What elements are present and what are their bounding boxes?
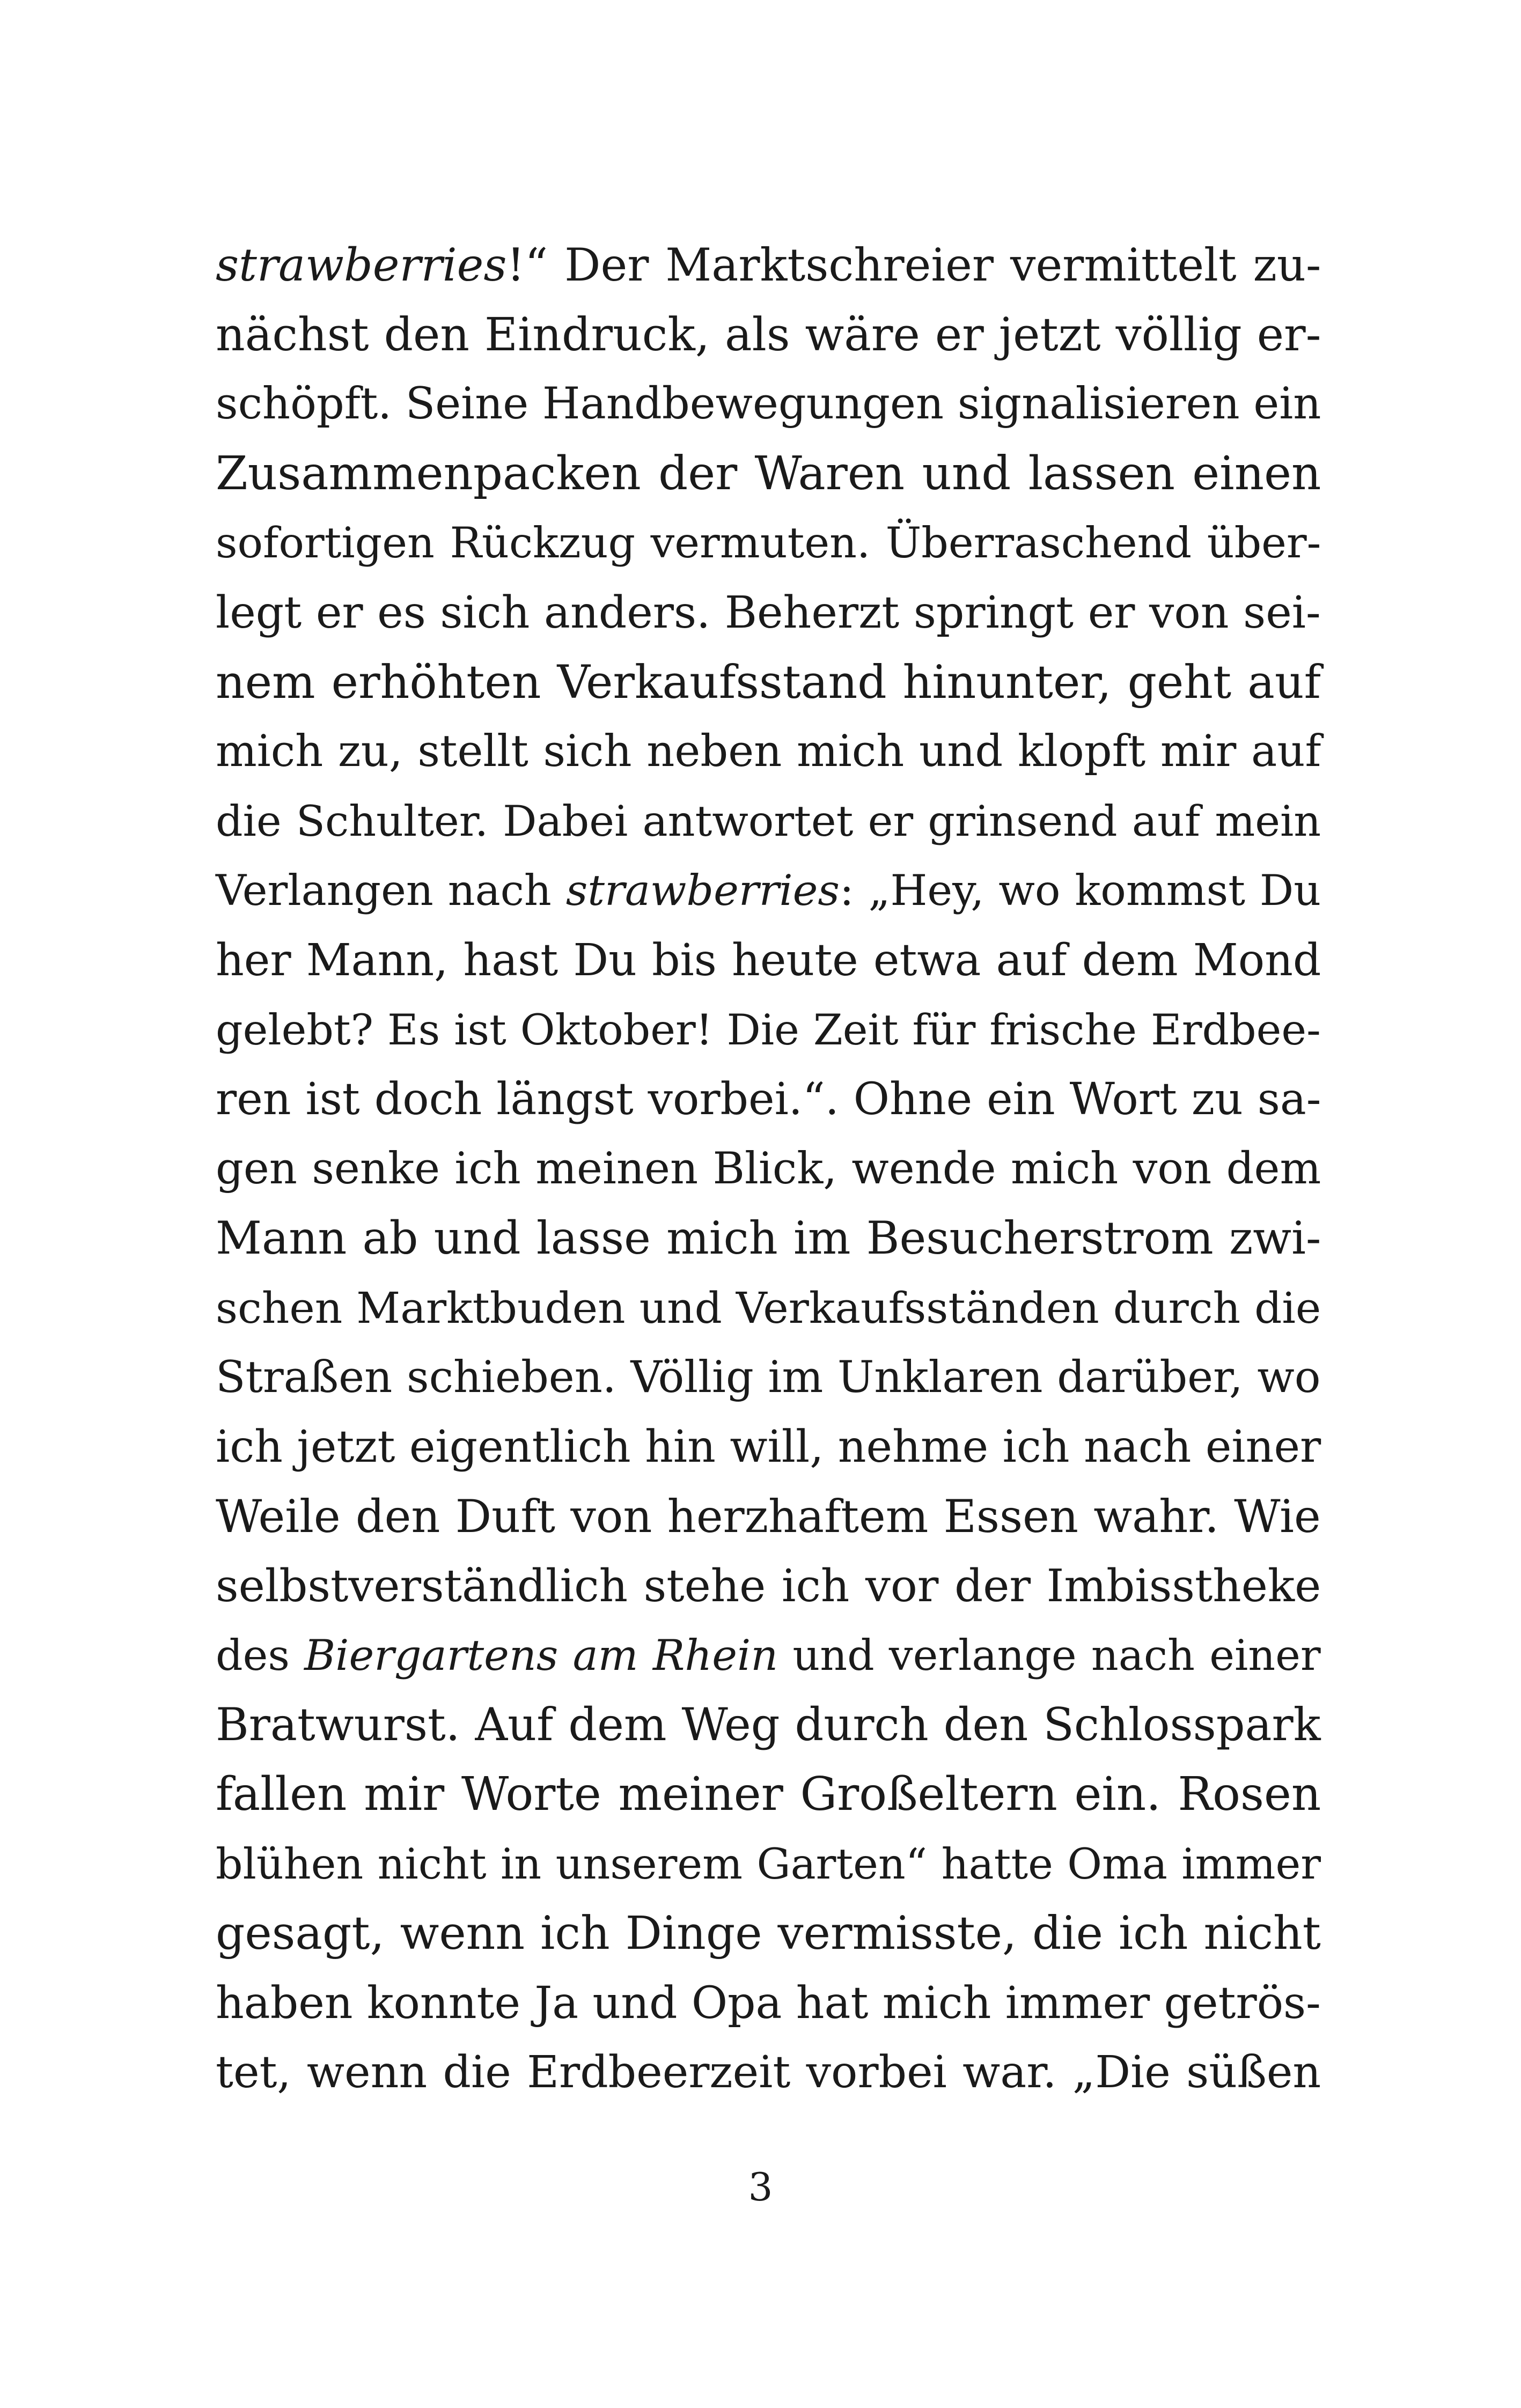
text-line [216, 926, 1321, 996]
text-segment: die Schulter. Dabei antwortet er grinsend auf mein [216, 796, 1321, 846]
text-line [216, 1830, 1321, 1899]
italic-text: strawberries [565, 866, 840, 916]
text-segment: gelebt? Es ist Oktober! Die Zeit für frische Erdbee- [216, 1005, 1321, 1055]
text-segment: Bratwurst. Auf dem Weg durch den Schlosspark [216, 1698, 1321, 1751]
text-segment: schöpft. Seine Handbewegungen signalisieren ein [216, 379, 1321, 430]
text-segment: !“ Der Marktschreier vermittelt zu- [506, 239, 1321, 291]
text-line [216, 996, 1321, 1065]
text-segment: ren ist doch längst vorbei.“. Ohne ein Wort zu sa- [216, 1074, 1321, 1125]
text-line [216, 1969, 1321, 2038]
text-line [216, 1482, 1321, 1552]
text-line [216, 1621, 1321, 1691]
text-line [216, 439, 1321, 509]
text-segment: Mann ab und lasse mich im Besucherstrom zwi- [216, 1212, 1321, 1265]
text-segment: und verlange nach einer [778, 1630, 1321, 1680]
text-line [216, 1273, 1321, 1343]
text-line [216, 1690, 1321, 1760]
italic-text: Biergartens am Rhein [304, 1630, 778, 1680]
italic-text: strawberries [216, 239, 507, 291]
text-line [216, 578, 1321, 648]
text-segment: schen Marktbuden und Verkaufsständen durch die [216, 1283, 1321, 1333]
text-segment: fallen mir Worte meiner Großeltern ein. Rosen [216, 1768, 1321, 1822]
text-segment: selbstverständlich stehe ich vor der Imbisstheke [216, 1560, 1321, 1612]
text-line [216, 717, 1321, 787]
text-line [216, 1065, 1321, 1135]
text-line [216, 300, 1321, 370]
text-segment: Zusammenpacken der Waren und lassen einen [216, 446, 1321, 500]
text-line [216, 1551, 1321, 1621]
text-line [216, 1135, 1321, 1204]
text-segment: ich jetzt eigentlich hin will, nehme ich nach einer [216, 1422, 1321, 1473]
text-segment: mich zu, stellt sich neben mich und klopft mir auf [216, 726, 1321, 777]
text-segment: Weile den Duft von herzhaftem Essen wahr. Wie [216, 1490, 1321, 1543]
text-line [216, 1204, 1321, 1273]
text-line [216, 856, 1321, 926]
text-segment: tet, wenn die Erdbeerzeit vorbei war. „Die süßen [216, 2047, 1321, 2098]
text-segment: haben konnte Ja und Opa hat mich immer getrös- [216, 1977, 1321, 2029]
text-segment: Straßen schieben. Völlig im Unklaren darüber, wo [216, 1352, 1321, 1403]
text-segment: des [216, 1630, 305, 1680]
text-segment: gen senke ich meinen Blick, wende mich von dem [216, 1143, 1321, 1194]
text-line [216, 2038, 1321, 2108]
text-segment: blühen nicht in unserem Garten“ hatte Oma immer [216, 1839, 1321, 1889]
text-line [216, 648, 1321, 718]
text-line [216, 231, 1321, 300]
text-segment: nächst den Eindruck, als wäre er jetzt völlig er- [216, 308, 1321, 362]
text-line [216, 787, 1321, 857]
text-segment: sofortigen Rückzug vermuten. Überraschend über- [216, 518, 1321, 568]
text-segment: legt er es sich anders. Beherzt springt er von sei- [216, 587, 1321, 638]
text-line [216, 1412, 1321, 1482]
page-number: 3 [748, 2164, 773, 2210]
text-line [216, 1899, 1321, 1969]
text-segment: her Mann, hast Du bis heute etwa auf dem Mond [216, 934, 1321, 986]
text-line [216, 1343, 1321, 1413]
text-segment: : „Hey, wo kommst Du [839, 866, 1321, 916]
body-text [216, 231, 1321, 2108]
text-segment: nem erhöhten Verkaufsstand hinunter, geht auf [216, 656, 1321, 709]
text-segment: Verlangen nach [216, 866, 566, 916]
text-line [216, 370, 1321, 439]
text-segment: gesagt, wenn ich Dinge vermisste, die ich nicht [216, 1907, 1321, 1961]
text-line [216, 1760, 1321, 1830]
text-line [216, 509, 1321, 578]
